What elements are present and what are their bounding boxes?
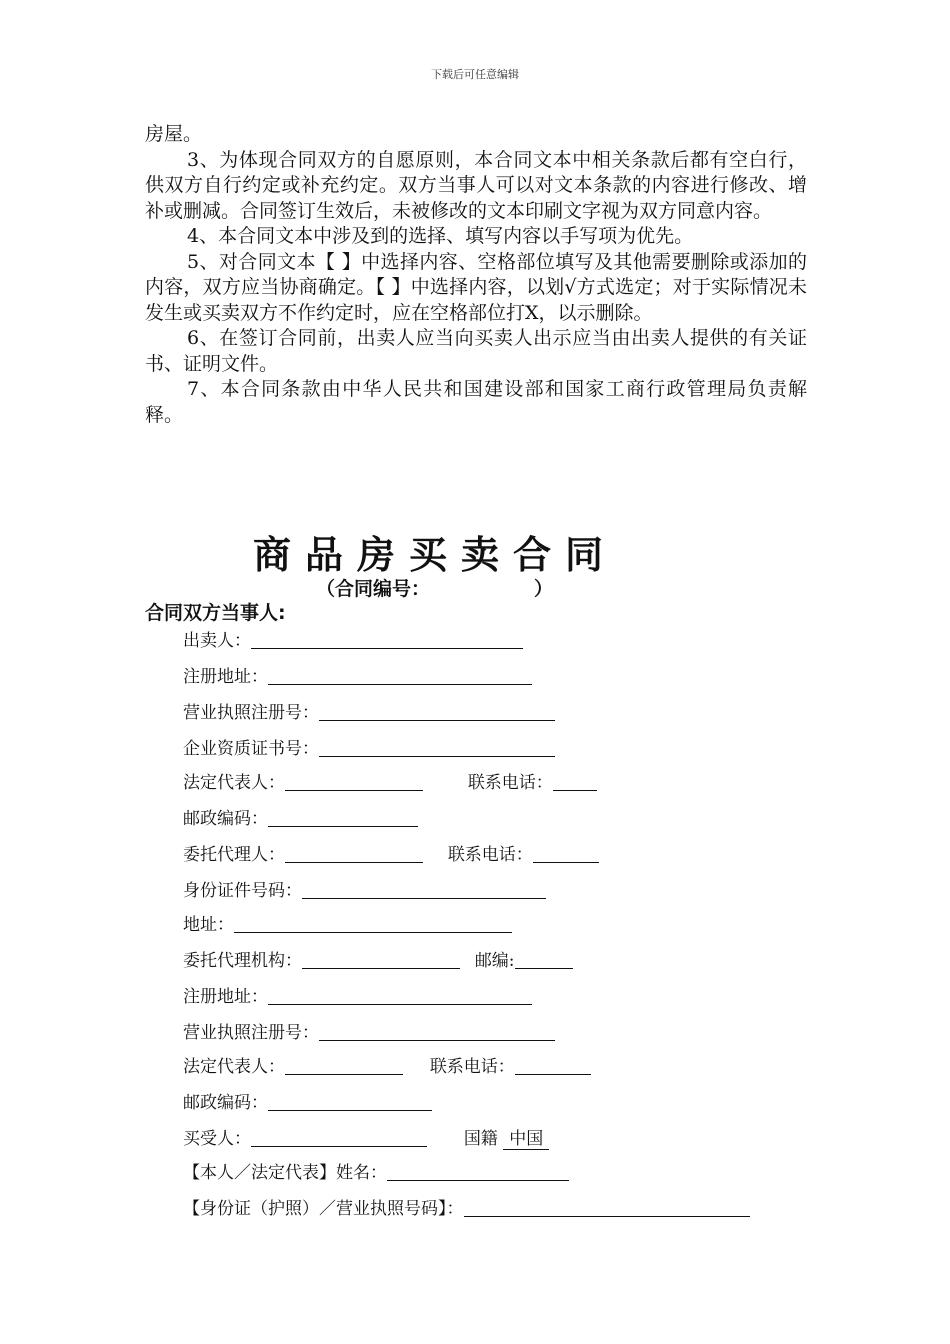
postcode2-blank[interactable] <box>268 1092 432 1111</box>
legal-rep2-label: 法定代表人： <box>183 1057 285 1077</box>
phone2-blank[interactable] <box>515 1056 591 1075</box>
postcode2-row <box>183 1088 432 1113</box>
note-6: 6、在签订合同前，出卖人应当向买卖人出示应当由出卖人提供的有关证书、证明文件。 <box>145 327 807 375</box>
agent-phone-blank[interactable] <box>533 844 599 863</box>
reg-address2-blank[interactable] <box>268 986 532 1005</box>
contract-number-open: （合同编号： <box>316 578 431 600</box>
id-passport-row <box>183 1194 750 1219</box>
parties-heading: 合同双方当事人: <box>145 602 286 624</box>
contract-title: 商品房买卖合同 <box>252 533 617 577</box>
legal-rep-blank[interactable] <box>285 772 423 791</box>
id-row <box>183 876 546 901</box>
agent-row <box>183 840 599 865</box>
postcode-blank[interactable] <box>268 808 418 827</box>
person-name-label: 【本人／法定代表】姓名： <box>183 1163 387 1183</box>
reg-address-blank[interactable] <box>268 666 532 685</box>
agent-label: 委托代理人： <box>183 845 285 865</box>
reg-address-row <box>183 662 532 687</box>
nationality-value[interactable]: 中国 <box>503 1124 549 1150</box>
license-blank[interactable] <box>319 702 555 721</box>
id-label: 身份证件号码： <box>183 881 302 901</box>
address-blank[interactable] <box>234 914 512 933</box>
id-passport-blank[interactable] <box>464 1198 750 1217</box>
agent-phone-label: 联系电话： <box>447 845 533 865</box>
agency-blank[interactable] <box>302 950 460 969</box>
seller-blank[interactable] <box>251 630 523 649</box>
postcode-row <box>183 804 418 829</box>
agency-label: 委托代理机构： <box>183 951 302 971</box>
seller-row <box>183 626 523 651</box>
address-label: 地址： <box>183 915 234 935</box>
buyer-label: 买受人： <box>183 1129 251 1149</box>
agent-blank[interactable] <box>285 844 423 863</box>
qualification-label: 企业资质证书号： <box>183 739 319 759</box>
note-fragment: 房屋。 <box>145 123 203 145</box>
postcode2-label: 邮政编码： <box>183 1093 268 1113</box>
contract-number <box>316 574 553 601</box>
license2-row <box>183 1018 555 1043</box>
agency-postcode-label: 邮编: <box>474 951 515 971</box>
page-header: 下载后可任意编辑 <box>431 68 519 81</box>
qualification-row <box>183 734 555 759</box>
legal-rep2-blank[interactable] <box>285 1056 403 1075</box>
note-3: 3、为体现合同双方的自愿原则，本合同文本中相关条款后都有空白行，供双方自行约定或补充约定。双方当事人可以对文本条款的内容进行修改、增补或删减。合同签订生效后，未被修改的文本印刷文字视为双方同意内容。 <box>145 148 807 222</box>
agency-postcode-blank[interactable] <box>515 950 573 969</box>
license-row <box>183 698 555 723</box>
contract-number-close: ） <box>534 578 554 600</box>
buyer-blank[interactable] <box>251 1128 427 1147</box>
intro-notes <box>145 122 807 428</box>
id-blank[interactable] <box>302 880 546 899</box>
person-name-blank[interactable] <box>387 1162 569 1181</box>
legal-rep-row <box>183 768 597 793</box>
phone-label: 联系电话： <box>467 773 553 793</box>
reg-address-label: 注册地址： <box>183 667 268 687</box>
phone-blank[interactable] <box>553 772 597 791</box>
qualification-blank[interactable] <box>319 738 555 757</box>
buyer-row <box>183 1124 549 1150</box>
person-name-row <box>183 1158 569 1183</box>
nationality-label: 国籍 <box>463 1129 498 1149</box>
postcode-label: 邮政编码： <box>183 809 268 829</box>
phone2-label: 联系电话： <box>429 1057 515 1077</box>
note-4: 4、本合同文本中涉及到的选择、填写内容以手写项为优先。 <box>187 225 694 247</box>
note-5: 5、对合同文本【 】中选择内容、空格部位填写及其他需要删除或添加的内容，双方应当协商确定。【 】中选择内容，以划√方式选定；对于实际情况未发生或买卖双方不作约定时，应在空格部位打X，以示删除。 <box>145 250 807 324</box>
license2-blank[interactable] <box>319 1022 555 1041</box>
license2-label: 营业执照注册号： <box>183 1023 319 1043</box>
reg-address2-row <box>183 982 532 1007</box>
agency-row <box>183 946 573 971</box>
seller-label: 出卖人： <box>183 631 251 651</box>
license-label: 营业执照注册号： <box>183 703 319 723</box>
address-row <box>183 910 512 935</box>
legal-rep-label: 法定代表人： <box>183 773 285 793</box>
note-7: 7、本合同条款由中华人民共和国建设部和国家工商行政管理局负责解释。 <box>145 378 807 426</box>
id-passport-label: 【身份证（护照）／营业执照号码】： <box>183 1199 464 1219</box>
reg-address2-label: 注册地址： <box>183 987 268 1007</box>
legal-rep2-row <box>183 1052 591 1077</box>
